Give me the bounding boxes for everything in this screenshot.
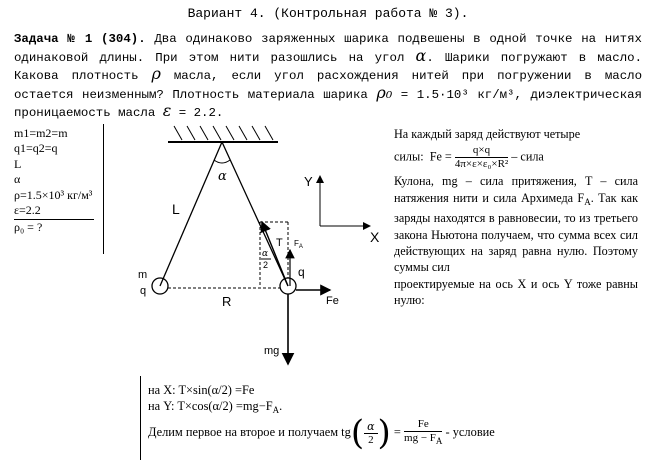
alpha-label: α: [218, 169, 227, 184]
equals-sign: =: [393, 424, 401, 439]
thread-left: [160, 142, 222, 286]
problem-text-b: . Шарики погружают в масло. Какова плотность: [14, 50, 643, 84]
tg-fraction: $\frac{\alpha}{2}$: [364, 420, 377, 447]
given-block: [14, 126, 94, 236]
given-line: α: [14, 172, 21, 187]
length-label: L: [172, 201, 180, 217]
half-alpha-num: α: [262, 249, 269, 259]
tension-label: T: [276, 237, 283, 249]
alpha-symbol: α: [415, 45, 427, 65]
force-word: – сила: [511, 149, 544, 164]
find-line: ρ₀ = ?: [14, 220, 43, 235]
equation-divider: [140, 376, 141, 460]
equation-x: на X: T×sin(α/2) =Fe: [148, 383, 255, 397]
rho0-symbol: ρ₀: [376, 82, 393, 102]
ratio-fraction: $\frac{Fe}{mg - F_A}$: [404, 418, 443, 446]
page-header: Вариант 4. (Контрольная работа № 3).: [187, 6, 469, 21]
conclusion-line: Делим первое на второе и получаем tg( $\frac{\alpha}{2}$ ) = $\frac{Fe}{mg - F_A}$ - условие: [148, 413, 495, 453]
ceiling: [168, 126, 278, 142]
solution-paragraph: Кулона, mg – сила притяжения, T – сила натяжения нити и сила Архимеда $F_A$. Так как заряды находятся в равновесии, то из третьего закона Ньютона получаем, что сумма всех сил действующих на заряд равна нулю. Поэтому суммы сил: [394, 174, 639, 275]
equations-block: [148, 382, 282, 418]
mass-label: m: [138, 269, 148, 281]
charge-left-label: q: [140, 285, 147, 297]
solution-paragraph-end: проектируемые на ось X и ось Y тоже равны нулю:: [394, 276, 638, 308]
coulomb-label: Fe: [326, 295, 339, 307]
given-line: q1=q2=q: [14, 141, 58, 156]
coulomb-numerator: q×q: [455, 144, 508, 158]
given-line: m1=m2=m: [14, 126, 68, 140]
given-line: ε=2.2: [14, 203, 41, 218]
given-line: ρ=1.5×10³ кг/м³: [14, 187, 93, 202]
condition-text: - условие: [445, 424, 495, 439]
problem-text-e: = 2.2.: [171, 106, 224, 121]
thread-right: [222, 142, 288, 286]
angle-arc: [214, 160, 230, 163]
epsilon-symbol: ε: [162, 101, 172, 121]
solution-text: [394, 126, 638, 309]
given-line: L: [14, 156, 22, 171]
y-axis-label: Y: [304, 174, 313, 189]
problem-text-c: масла, если угол расхождения нитей при погружении в масло остается неизменным? Плотность материала шарика: [14, 69, 643, 102]
forces-word: силы:: [394, 149, 424, 164]
problem-text-a: Два одинаково заряженных шарика подвешены в одной точке на нитях одинаковой длины. При этом нити разошлись на угол: [14, 32, 642, 65]
solution-line: На каждый заряд действуют четыре: [394, 127, 581, 141]
given-divider: [103, 124, 104, 254]
distance-label: R: [222, 294, 232, 309]
coulomb-fraction: [455, 144, 508, 171]
conclusion-text: Делим первое на второе и получаем tg: [148, 424, 351, 439]
problem-label: Задача № 1 (304).: [14, 32, 146, 46]
x-axis-label: X: [370, 229, 380, 245]
charge-right-label: q: [298, 265, 305, 279]
coulomb-denominator: 4π×ε×ε₀×R²: [454, 158, 509, 171]
problem-text-d: = 1.5·10³ кг/м³, диэлектрическая проницаемость масла: [14, 87, 642, 121]
archimedes-label: $F_A$: [294, 239, 303, 250]
problem-statement: [14, 32, 642, 122]
equation-y: на Y: $T\times\cos(\alpha/2) =mg-F_A$.: [148, 399, 283, 415]
half-alpha-den: 2: [263, 260, 269, 270]
force-diagram: [108, 118, 390, 368]
gravity-label: mg: [264, 345, 280, 357]
fe-lhs: Fe =: [429, 149, 452, 164]
rho-symbol: ρ: [151, 64, 161, 84]
coulomb-formula-line: [394, 144, 638, 171]
